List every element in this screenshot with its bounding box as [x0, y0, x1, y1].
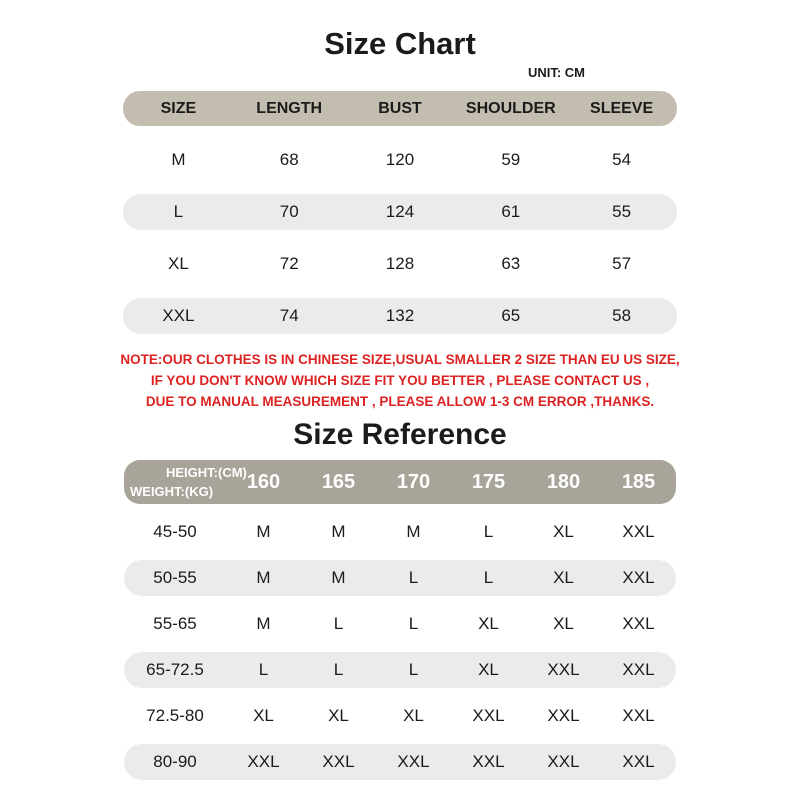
- note-line-3: DUE TO MANUAL MEASUREMENT , PLEASE ALLOW 1-3 CM ERROR ,THANKS.: [145, 394, 655, 409]
- height-column-header: 180: [546, 470, 581, 493]
- size-label-cell: M: [171, 150, 186, 169]
- sleeve-value-cell: 55: [612, 202, 632, 221]
- size-reference-row: [124, 698, 676, 734]
- shoulder-value-cell: 65: [501, 306, 521, 325]
- recommended-size-cell: XL: [328, 706, 349, 725]
- weight-range-cell: 55-65: [153, 614, 197, 633]
- length-value-cell: 72: [279, 254, 299, 273]
- recommended-size-cell: M: [331, 522, 346, 541]
- recommended-size-cell: XXL: [622, 752, 655, 771]
- height-column-header: 165: [321, 470, 356, 493]
- size-reference-row: [124, 514, 676, 550]
- column-header-size: SIZE: [160, 99, 197, 117]
- recommended-size-cell: XL: [553, 568, 574, 587]
- shoulder-value-cell: 61: [501, 202, 521, 221]
- size-reference-row: [124, 652, 676, 688]
- recommended-size-cell: L: [483, 568, 494, 587]
- size-chart-title: Size Chart: [324, 26, 476, 61]
- size-reference-title: Size Reference: [293, 418, 507, 451]
- recommended-size-cell: XXL: [622, 522, 655, 541]
- weight-range-cell: 72.5-80: [146, 706, 204, 725]
- column-header-bust: BUST: [378, 99, 422, 117]
- note-line-2: IF YOU DON'T KNOW WHICH SIZE FIT YOU BETTER , PLEASE CONTACT US ,: [150, 373, 650, 388]
- length-value-cell: 68: [279, 150, 299, 169]
- recommended-size-cell: L: [258, 660, 269, 679]
- unit-label: UNIT: CM: [527, 65, 585, 80]
- note-line-1: NOTE:OUR CLOTHES IS IN CHINESE SIZE,USUAL SMALLER 2 SIZE THAN EU US SIZE,: [120, 352, 680, 367]
- bust-value-cell: 120: [385, 150, 415, 169]
- height-column-header: 160: [246, 470, 281, 493]
- recommended-size-cell: XL: [253, 706, 274, 725]
- recommended-size-cell: XXL: [547, 752, 580, 771]
- column-header-shoulder: SHOULDER: [465, 99, 556, 117]
- recommended-size-cell: XL: [553, 522, 574, 541]
- recommended-size-cell: XL: [403, 706, 424, 725]
- recommended-size-cell: XXL: [622, 706, 655, 725]
- recommended-size-cell: XXL: [622, 568, 655, 587]
- weight-range-cell: 50-55: [153, 568, 197, 587]
- recommended-size-cell: XXL: [472, 752, 505, 771]
- size-chart-row-xl: [123, 246, 677, 282]
- column-header-sleeve: SLEEVE: [590, 99, 654, 117]
- recommended-size-cell: L: [408, 614, 419, 633]
- recommended-size-cell: XL: [478, 660, 499, 679]
- recommended-size-cell: M: [331, 568, 346, 587]
- size-label-cell: XXL: [162, 306, 195, 325]
- weight-range-cell: 45-50: [153, 522, 197, 541]
- bust-value-cell: 124: [385, 202, 415, 221]
- recommended-size-cell: XXL: [622, 614, 655, 633]
- recommended-size-cell: XXL: [322, 752, 355, 771]
- recommended-size-cell: L: [483, 522, 494, 541]
- recommended-size-cell: XXL: [247, 752, 280, 771]
- sleeve-value-cell: 58: [612, 306, 632, 325]
- sleeve-value-cell: 57: [612, 254, 632, 273]
- recommended-size-cell: L: [333, 614, 344, 633]
- size-chart-row-m: [123, 142, 677, 178]
- recommended-size-cell: XL: [478, 614, 499, 633]
- size-chart-row-xxl: [123, 298, 677, 334]
- recommended-size-cell: L: [333, 660, 344, 679]
- recommended-size-cell: XXL: [547, 660, 580, 679]
- shoulder-value-cell: 63: [501, 254, 521, 273]
- weight-axis-label: WEIGHT:(KG): [130, 484, 214, 499]
- recommended-size-cell: XXL: [622, 660, 655, 679]
- size-chart-header-row: [123, 91, 677, 126]
- size-label-cell: L: [173, 202, 184, 221]
- weight-range-cell: 80-90: [153, 752, 197, 771]
- header-corner: [124, 460, 247, 504]
- recommended-size-cell: L: [408, 568, 419, 587]
- recommended-size-cell: L: [408, 660, 419, 679]
- recommended-size-cell: XL: [553, 614, 574, 633]
- size-reference-header-row: [124, 460, 676, 504]
- note-text: [0, 349, 800, 412]
- length-value-cell: 70: [279, 202, 299, 221]
- sleeve-value-cell: 54: [612, 150, 632, 169]
- size-reference-table: [124, 460, 676, 780]
- recommended-size-cell: XXL: [547, 706, 580, 725]
- column-header-length: LENGTH: [256, 99, 323, 117]
- height-column-header: 185: [621, 470, 656, 493]
- recommended-size-cell: M: [406, 522, 421, 541]
- size-reference-row: [124, 744, 676, 780]
- size-reference-row: [124, 560, 676, 596]
- recommended-size-cell: M: [256, 568, 271, 587]
- size-chart-table: [123, 91, 677, 334]
- bust-value-cell: 128: [385, 254, 415, 273]
- recommended-size-cell: M: [256, 614, 271, 633]
- shoulder-value-cell: 59: [501, 150, 521, 169]
- weight-range-cell: 65-72.5: [146, 660, 204, 679]
- recommended-size-cell: XXL: [472, 706, 505, 725]
- height-axis-label: HEIGHT:(CM): [166, 465, 247, 480]
- size-label-cell: XL: [168, 254, 189, 273]
- height-column-header: 170: [396, 470, 431, 493]
- recommended-size-cell: M: [256, 522, 271, 541]
- recommended-size-cell: XXL: [397, 752, 430, 771]
- height-column-header: 175: [471, 470, 506, 493]
- size-reference-row: [124, 606, 676, 642]
- bust-value-cell: 132: [385, 306, 415, 325]
- size-chart-row-l: [123, 194, 677, 230]
- length-value-cell: 74: [279, 306, 299, 325]
